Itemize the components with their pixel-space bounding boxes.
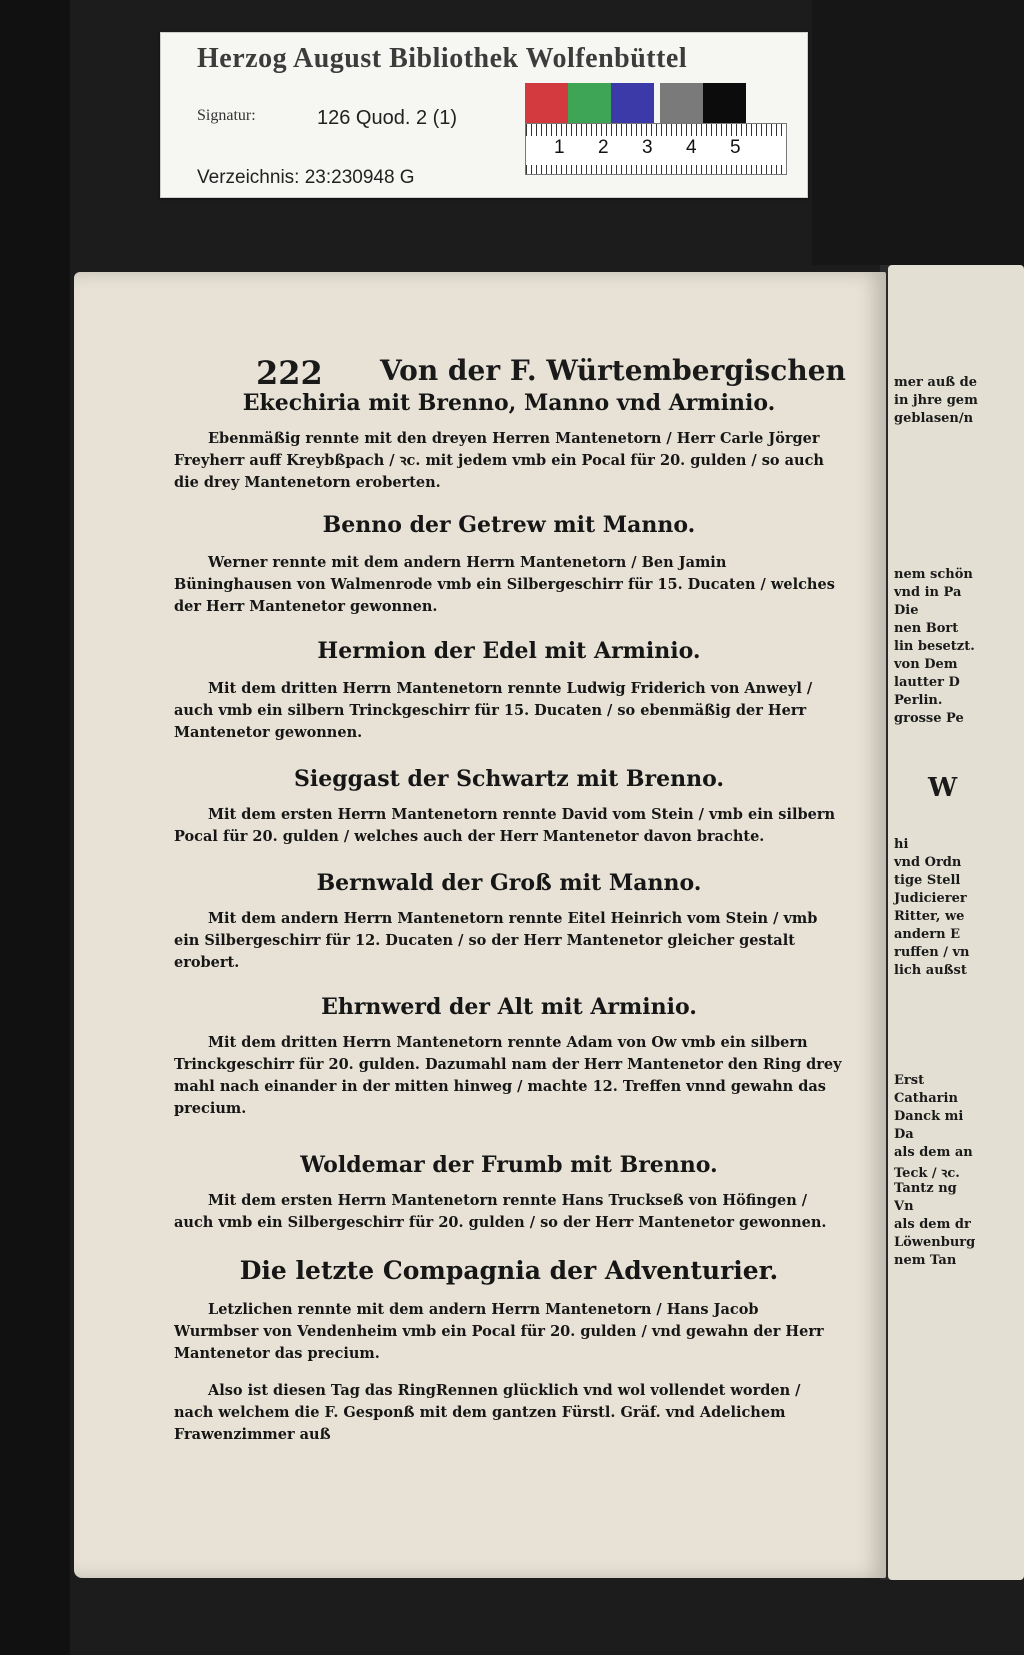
next-page-line: Perlin. <box>894 693 943 708</box>
swatch-black <box>703 83 746 123</box>
closing-text: Also ist diesen Tag das RingRennen glücklich vnd wol vollendet worden / nach welchem die F. Gesponß mit dem gantzen Fürstl. Gräf. vnd Adelichem Frawenzimmer auß <box>174 1382 801 1443</box>
next-page-line: Tantz ng <box>894 1181 957 1196</box>
book-page <box>74 272 886 1578</box>
next-page-line: Die <box>894 603 919 618</box>
next-page-line: hi <box>894 837 909 852</box>
section <box>174 638 844 744</box>
ruler-numbers <box>554 137 786 159</box>
color-swatches <box>525 83 746 123</box>
next-page-line: Erst <box>894 1073 925 1088</box>
ruler-number: 2 <box>598 137 609 158</box>
next-page-line: vnd in Pa <box>894 585 962 600</box>
next-page-line: lich außst <box>894 963 967 978</box>
scan-background <box>812 0 1024 265</box>
signatur-label: Signatur: <box>197 107 256 124</box>
next-page-line: lautter D <box>894 675 960 690</box>
section-text: Mit dem andern Herrn Mantenetorn rennte Eitel Heinrich vom Stein / vmb ein Silbergeschirr für 12. Ducaten / so der Herr Mantenetor gleicher gestalt erobert. <box>174 910 818 971</box>
section-heading: Sieggast der Schwartz mit Brenno. <box>293 766 725 792</box>
next-page-line: tige Stell <box>894 873 961 888</box>
section-heading: Die letzte Compagnia der Adventurier. <box>239 1256 779 1285</box>
next-page-line: Da <box>894 1127 914 1142</box>
section <box>174 1256 844 1365</box>
section-text: Mit dem dritten Herrn Mantenetorn rennte Ludwig Friderich von Anweyl / auch vmb ein silbern Trinckgeschirr für 15. Ducaten / so ebenmäßig der Herr Mantenetor gewonnen. <box>174 680 813 741</box>
next-page-line: nem schön <box>894 567 973 582</box>
next-page-fragment <box>888 265 1024 1580</box>
section <box>174 390 844 494</box>
section-text: Mit dem dritten Herrn Mantenetorn rennte Adam von Ow vmb ein silbern Trinckgeschirr für 20. gulden. Dazumahl nam der Herr Mantenetor den Ring drey mahl nach einander in der mitten hinweg / machte 12. Treffen vnnd gewahn das precium. <box>174 1034 842 1117</box>
scale-ruler <box>525 123 787 175</box>
catalogue-label <box>160 32 808 198</box>
section <box>174 766 844 848</box>
next-page-line: nem Tan <box>894 1253 957 1268</box>
ruler-ticks <box>526 124 786 136</box>
scan-background <box>0 0 70 1655</box>
section-heading: Ekechiria mit Brenno, Manno vnd Arminio. <box>242 390 776 416</box>
ruler-number: 1 <box>554 137 565 158</box>
section <box>174 994 844 1120</box>
next-page-line: als dem dr <box>894 1217 971 1232</box>
section-text: Letzlichen rennte mit dem andern Herrn Mantenetorn / Hans Jacob Wurmbser von Vendenheim vmb ein Pocal für 20. gulden / vnd gewahn der Herr Mantenetor das precium. <box>174 1301 824 1362</box>
section-heading: Ehrnwerd der Alt mit Arminio. <box>321 994 697 1020</box>
next-page-line: von Dem <box>894 657 958 672</box>
next-page-line: andern E <box>894 927 960 942</box>
ruler-number: 3 <box>642 137 653 158</box>
swatch-blue <box>611 83 654 123</box>
next-page-line: Catharin <box>894 1091 958 1106</box>
next-page-line: geblasen/n <box>894 411 974 426</box>
next-page-line: als dem an <box>894 1145 973 1160</box>
closing-paragraph <box>174 1380 844 1446</box>
section-text: Mit dem ersten Herrn Mantenetorn rennte David vom Stein / vmb ein silbern Pocal für 20. gulden / welches auch der Herr Mantenetor davon brachte. <box>174 806 836 845</box>
section <box>174 870 844 974</box>
next-page-line: nen Bort <box>894 621 959 636</box>
ruler-number: 4 <box>686 137 697 158</box>
next-page-line: Ritter, we <box>894 909 965 924</box>
next-page-line: mer auß de <box>894 375 978 390</box>
ruler-number: 5 <box>730 137 741 158</box>
next-page-line: ruffen / vn <box>894 945 970 960</box>
next-page-line: Teck / ꝛc. <box>894 1166 960 1181</box>
swatch-red <box>525 83 568 123</box>
next-page-line: Judicierer <box>894 891 967 906</box>
next-page-line: vnd Ordn <box>894 855 962 870</box>
page-number: 222 <box>256 354 323 392</box>
library-name: Herzog August Bibliothek Wolfenbüttel <box>197 43 688 74</box>
next-page-line: Danck mi <box>894 1109 964 1124</box>
section <box>174 512 844 618</box>
section-text: Ebenmäßig rennte mit den dreyen Herren Mantenetorn / Herr Carle Jörger Freyherr auff Kreybßpach / ꝛc. mit jedem vmb ein Pocal für 20. gulden / so auch die drey Mantenetorn eroberten. <box>174 430 824 491</box>
next-page-line: Löwenburg <box>894 1235 976 1250</box>
section-text: Werner rennte mit dem andern Herrn Mantenetorn / Ben Jamin Büninghausen von Walmenrode vmb ein Silbergeschirr für 15. Ducaten / welches der Herr Mantenetor gewonnen. <box>174 554 835 615</box>
swatch-gray <box>660 83 703 123</box>
section-heading: Benno der Getrew mit Manno. <box>322 512 696 538</box>
next-page-line: W <box>928 773 958 803</box>
verzeichnis-text: Verzeichnis: 23:230948 G <box>197 167 415 188</box>
section-heading: Woldemar der Frumb mit Brenno. <box>300 1152 718 1178</box>
next-page-line: grosse Pe <box>894 711 964 726</box>
section-heading: Bernwald der Groß mit Manno. <box>316 870 702 896</box>
section-text: Mit dem ersten Herrn Mantenetorn rennte Hans Truckseß von Höfingen / auch vmb ein Silbergeschirr für 20. gulden / so der Herr Mantenetor gewonnen. <box>174 1192 827 1231</box>
next-page-line: Vn <box>894 1199 914 1214</box>
section <box>174 1152 844 1234</box>
swatch-green <box>568 83 611 123</box>
running-head: Von der F. Würtembergischen <box>380 354 846 387</box>
section-heading: Hermion der Edel mit Arminio. <box>317 638 701 664</box>
ruler-ticks <box>526 165 786 174</box>
next-page-line: in jhre gem <box>894 393 978 408</box>
signatur-value: 126 Quod. 2 (1) <box>317 107 458 129</box>
next-page-line: lin besetzt. <box>894 639 975 654</box>
